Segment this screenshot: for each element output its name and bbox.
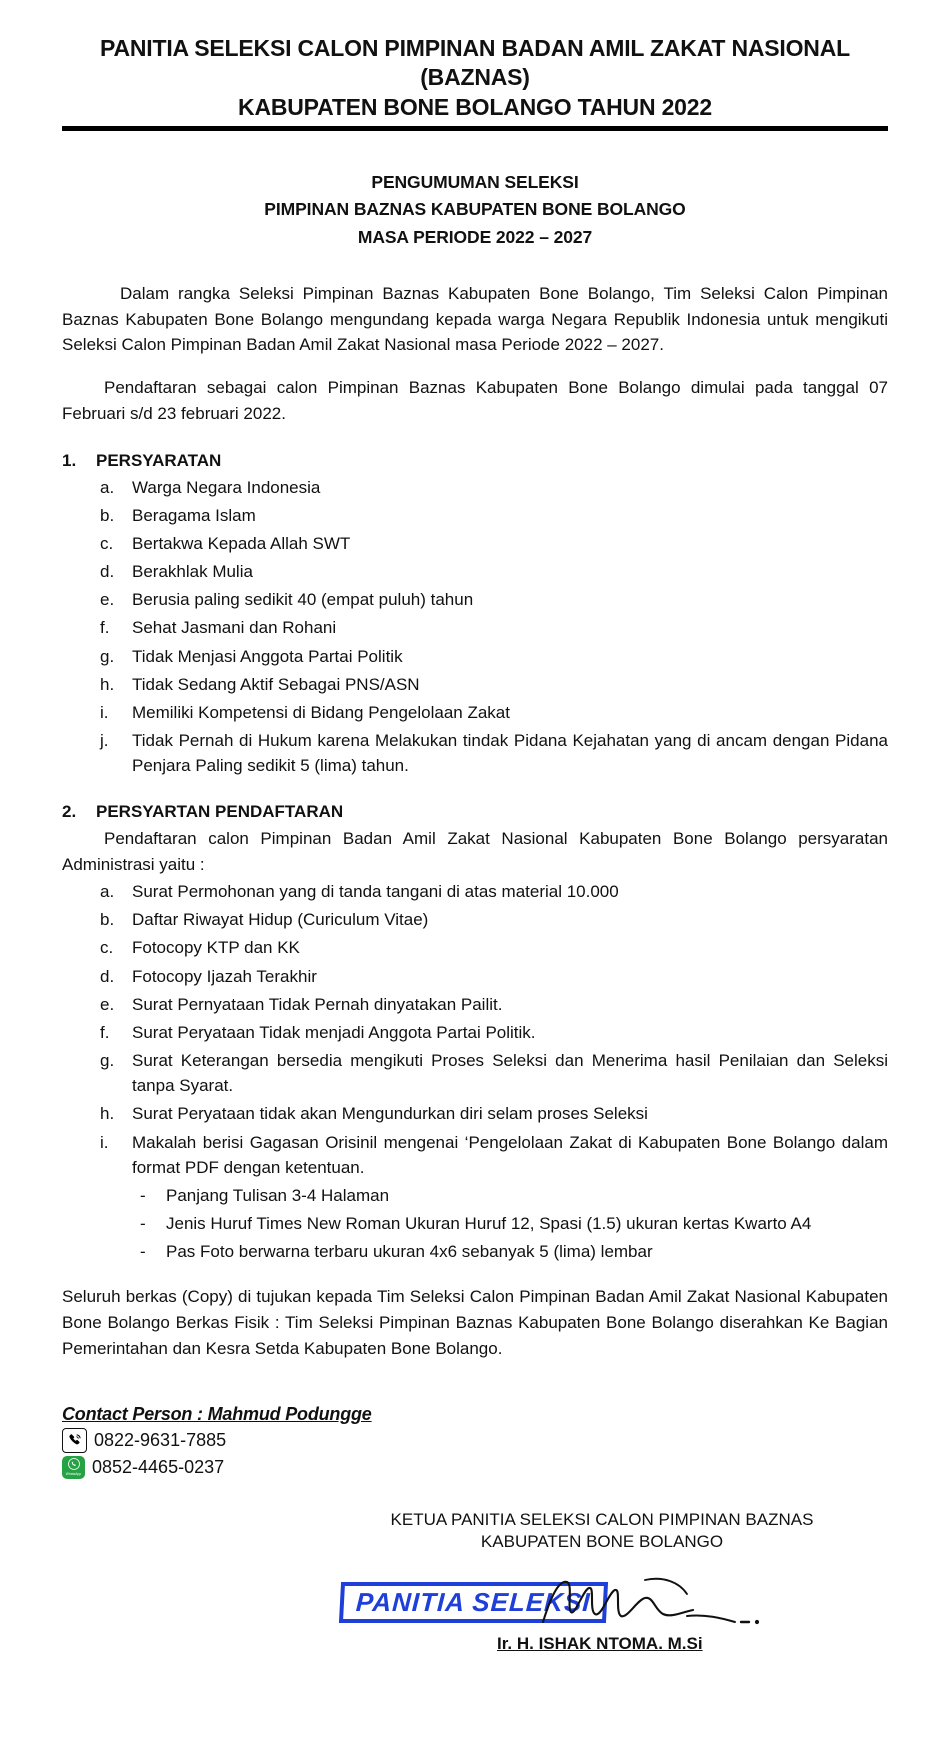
contact-phone-row[interactable] — [62, 1428, 888, 1453]
section-persyaratan — [62, 449, 888, 779]
header-line-1: PANITIA SELEKSI CALON PIMPINAN BADAN AMIL ZAKAT NASIONAL — [100, 35, 850, 61]
list-marker: d. — [100, 966, 115, 986]
list-item — [62, 587, 888, 612]
phone-number: 0822-9631-7885 — [94, 1429, 227, 1450]
closing-paragraph: Seluruh berkas (Copy) di tujukan kepada Tim Seleksi Calon Pimpinan Badan Amil Zakat Nasional Kabupaten Bone Bolango Berkas Fisik : Tim Seleksi Pimpinan Baznas Kabupaten Bone Bolango diserahkan Ke Bagian Pemerintahan dan Kesra Setda Kabupaten Bone Bolango. — [62, 1287, 888, 1358]
list-marker: a. — [100, 477, 115, 497]
section-persyaratan-pendaftaran — [62, 800, 888, 1264]
header-divider — [62, 126, 888, 131]
intro-paragraph-2: Pendaftaran sebagai calon Pimpinan Baznas Kabupaten Bone Bolango dimulai pada tanggal 07 Februari s/d 23 februari 2022. — [62, 378, 888, 423]
list-text: Fotocopy KTP dan KK — [132, 938, 300, 958]
list-item — [62, 1130, 888, 1180]
list-text: Tidak Pernah di Hukum karena Melakukan tindak Pidana Kejahatan yang di ancam dengan Pidana Penjara Paling sedikit 5 (lima) tahun. — [132, 731, 888, 776]
list-marker: a. — [100, 882, 115, 902]
handwritten-signature — [537, 1566, 787, 1644]
list-marker: e. — [100, 590, 115, 610]
intro-paragraph-1: Dalam rangka Seleksi Pimpinan Baznas Kabupaten Bone Bolango, Tim Seleksi Calon Pimpinan Baznas Kabupaten Bone Bolango mengundang kepada warga Negara Republik Indonesia untuk mengikuti Seleksi Calon Pimpinan Badan Amil Zakat Nasional masa Periode 2022 – 2027. — [62, 283, 888, 355]
section-1-title: PERSYARATAN — [96, 450, 222, 470]
signature-block — [322, 1509, 882, 1656]
whatsapp-icon — [62, 1456, 85, 1479]
list-text: Surat Peryataan tidak akan Mengundurkan diri selam proses Seleksi — [132, 1104, 648, 1124]
section-2-heading — [62, 800, 888, 824]
whatsapp-wordmark: WhatsApp — [65, 1471, 82, 1476]
sublist-text: Jenis Huruf Times New Roman Ukuran Huruf 12, Spasi (1.5) ukuran kertas Kwarto A4 — [166, 1214, 812, 1234]
list-item — [62, 935, 888, 960]
list-text: Daftar Riwayat Hidup (Curiculum Vitae) — [132, 910, 429, 930]
section-2-list — [62, 879, 888, 1180]
sublist-text: Panjang Tulisan 3-4 Halaman — [166, 1185, 390, 1205]
section-2-sublist — [62, 1183, 888, 1264]
contact-title-wrap — [62, 1404, 888, 1425]
subtitle-line-2: PIMPINAN BAZNAS KABUPATEN BONE BOLANGO — [264, 199, 686, 220]
section-1-number: 1. — [62, 450, 77, 470]
list-marker: i. — [100, 1132, 109, 1152]
sublist-marker: - — [140, 1214, 146, 1234]
list-text: Tidak Sedang Aktif Sebagai PNS/ASN — [132, 674, 420, 694]
list-marker: f. — [100, 1022, 110, 1042]
list-item — [62, 1101, 888, 1126]
list-marker: d. — [100, 562, 115, 582]
document-header — [62, 34, 888, 122]
signatory-title-line-2: KABUPATEN BONE BOLANGO — [480, 1532, 724, 1552]
list-item — [62, 879, 888, 904]
sublist-text: Pas Foto berwarna terbaru ukuran 4x6 sebanyak 5 (lima) lembar — [166, 1242, 653, 1262]
whatsapp-number: 0852-4465-0237 — [92, 1456, 225, 1477]
list-text: Fotocopy Ijazah Terakhir — [132, 966, 317, 986]
list-item — [62, 531, 888, 556]
list-item — [62, 1020, 888, 1045]
list-text: Surat Permohonan yang di tanda tangani di atas material 10.000 — [132, 882, 619, 902]
sublist-item — [62, 1211, 888, 1236]
list-text: Beragama Islam — [132, 505, 256, 525]
list-marker: h. — [100, 1104, 115, 1124]
list-item — [62, 700, 888, 725]
list-text: Sehat Jasmani dan Rohani — [132, 618, 337, 638]
section-1-list — [62, 475, 888, 779]
list-item — [62, 1048, 888, 1098]
sublist-item — [62, 1239, 888, 1264]
list-item — [62, 503, 888, 528]
signatory-title-line-1: KETUA PANITIA SELEKSI CALON PIMPINAN BAZNAS — [390, 1509, 814, 1529]
list-marker: c. — [100, 938, 114, 958]
list-item — [62, 672, 888, 697]
list-marker: g. — [100, 1051, 115, 1071]
list-item — [62, 964, 888, 989]
list-marker: c. — [100, 533, 114, 553]
contact-whatsapp-row[interactable] — [62, 1456, 888, 1479]
list-marker: f. — [100, 618, 110, 638]
list-text: Memiliki Kompetensi di Bidang Pengelolaan Zakat — [132, 702, 510, 722]
list-marker: i. — [100, 702, 109, 722]
list-text: Berakhlak Mulia — [132, 562, 253, 582]
list-text: Warga Negara Indonesia — [132, 477, 321, 497]
list-text: Bertakwa Kepada Allah SWT — [132, 533, 351, 553]
list-marker: g. — [100, 646, 115, 666]
signatory-name: Ir. H. ISHAK NTOMA. M.Si — [497, 1633, 703, 1653]
list-item — [62, 559, 888, 584]
panitia-seleksi-stamp: PANITIA SELEKSI — [339, 1582, 608, 1623]
whatsapp-glyph — [68, 1458, 80, 1472]
list-marker: b. — [100, 505, 115, 525]
list-text: Tidak Menjasi Anggota Partai Politik — [132, 646, 403, 666]
list-marker: h. — [100, 674, 115, 694]
phone-icon — [62, 1428, 87, 1453]
list-text: Makalah berisi Gagasan Orisinil mengenai ‘Pengelolaan Zakat di Kabupaten Bone Bolango dalam format PDF dengan ketentuan. — [132, 1132, 888, 1177]
header-line-2: (BAZNAS) — [420, 64, 530, 91]
list-item — [62, 907, 888, 932]
section-1-heading — [62, 449, 888, 473]
section-2-lead: Pendaftaran calon Pimpinan Badan Amil Zakat Nasional Kabupaten Bone Bolango persyaratan Administrasi yaitu : — [62, 829, 888, 874]
list-text: Surat Keterangan bersedia mengikuti Proses Seleksi dan Menerima hasil Penilaian dan Seleksi tanpa Syarat. — [132, 1051, 888, 1096]
header-line-3: KABUPATEN BONE BOLANGO TAHUN 2022 — [238, 93, 712, 120]
section-2-number: 2. — [62, 802, 77, 822]
list-marker: j. — [100, 731, 109, 751]
sublist-marker: - — [140, 1242, 146, 1262]
list-item — [62, 992, 888, 1017]
sublist-item — [62, 1183, 888, 1208]
subtitle-line-1: PENGUMUMAN SELEKSI — [371, 172, 579, 193]
section-2-title: PERSYARTAN PENDAFTARAN — [96, 802, 344, 822]
list-text: Berusia paling sedikit 40 (empat puluh) tahun — [132, 590, 474, 610]
subtitle-line-3: MASA PERIODE 2022 – 2027 — [357, 226, 593, 247]
list-marker: b. — [100, 910, 115, 930]
announcement-subtitle — [62, 169, 888, 250]
list-item — [62, 644, 888, 669]
sublist-marker: - — [140, 1185, 146, 1205]
list-text: Surat Peryataan Tidak menjadi Anggota Partai Politik. — [132, 1022, 536, 1042]
signature-area — [322, 1560, 882, 1656]
contact-block — [62, 1404, 888, 1479]
list-item — [62, 475, 888, 500]
list-item — [62, 728, 888, 778]
contact-person-title: Contact Person : Mahmud Podungge — [62, 1403, 372, 1424]
list-marker: e. — [100, 994, 115, 1014]
list-item — [62, 615, 888, 640]
list-text: Surat Pernyataan Tidak Pernah dinyatakan Pailit. — [132, 994, 503, 1014]
